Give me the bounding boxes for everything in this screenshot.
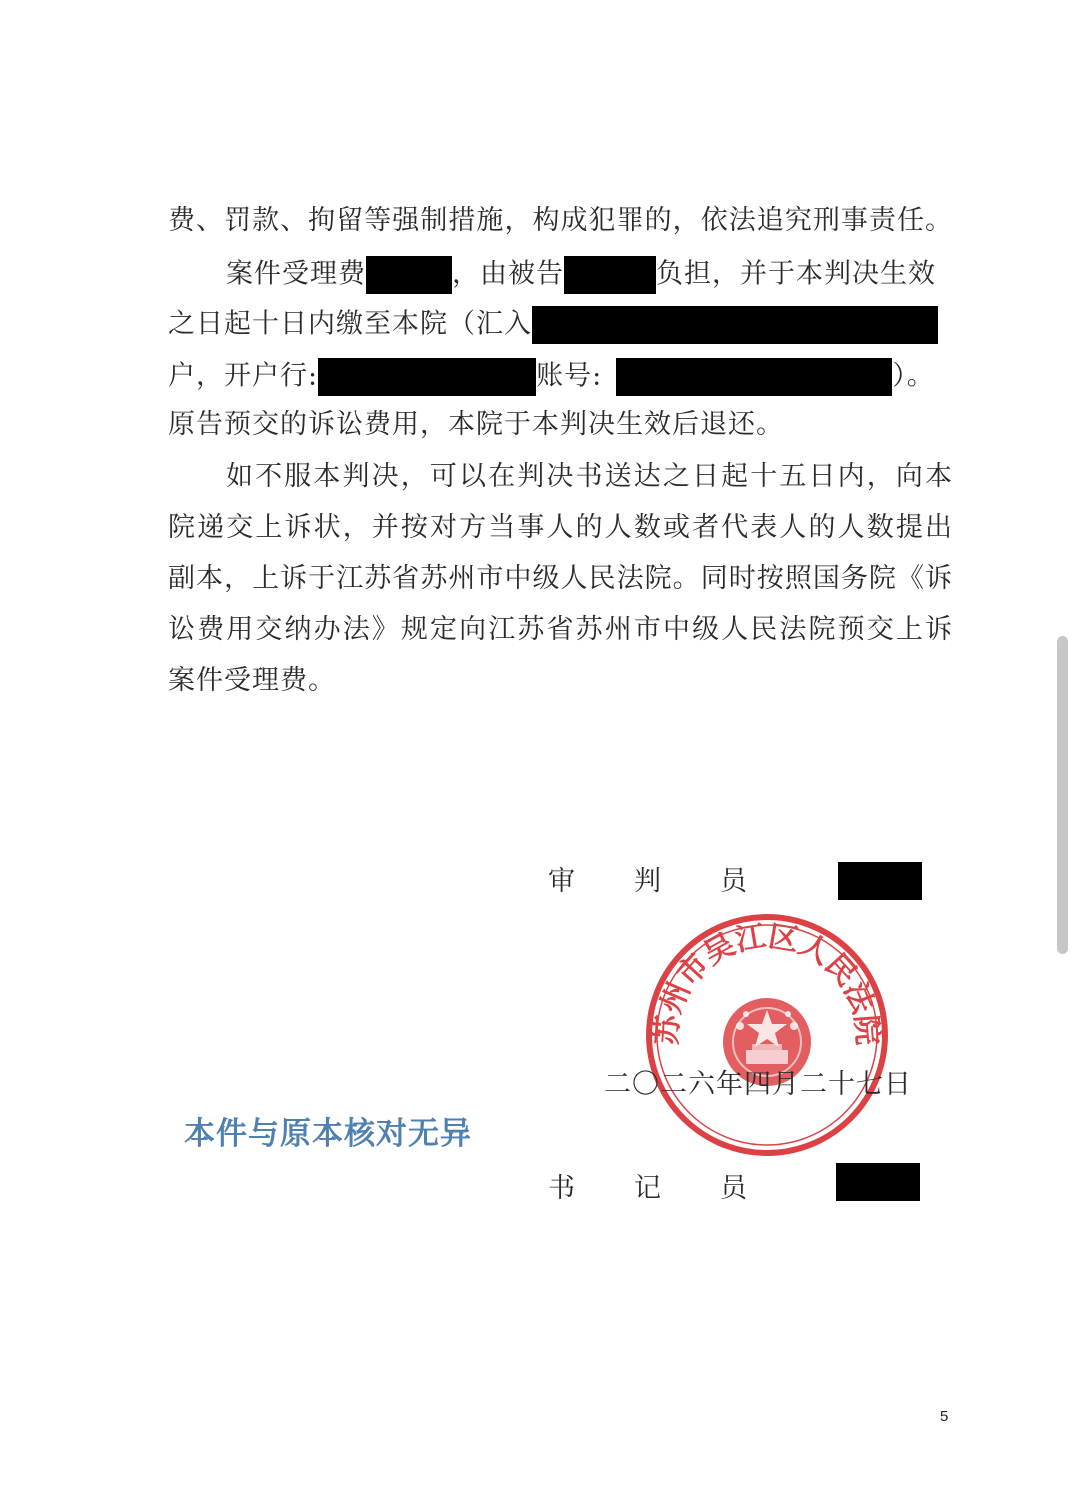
body-line-3 xyxy=(168,306,953,344)
verification-stamp: 本件与原本核对无异 xyxy=(184,1116,472,1152)
account-number-label: 账号: xyxy=(536,360,603,392)
redacted-account-holder xyxy=(532,306,938,344)
court-seal-icon xyxy=(642,910,892,1160)
judge-label-char-3: 员 xyxy=(720,866,748,897)
judge-label-char-2: 判 xyxy=(634,866,662,897)
bank-label: 户，开户行: xyxy=(168,360,319,392)
redacted-clerk-name xyxy=(836,1163,920,1201)
page-number: 5 xyxy=(940,1408,949,1425)
clerk-label-char-2: 记 xyxy=(634,1173,662,1204)
judgment-date: 二〇二六年四月二十七日 xyxy=(604,1069,912,1100)
fee-burden-text: 负担，并于本判决生效 xyxy=(656,258,936,290)
redacted-bank-name xyxy=(318,358,536,396)
body-line-4 xyxy=(168,358,953,396)
remit-text: 之日起十日内缴至本院（汇入 xyxy=(168,308,532,340)
body-line-5: 原告预交的诉讼费用，本院于本判决生效后退还。 xyxy=(168,409,784,440)
body-line-1: 费、罚款、拘留等强制措施，构成犯罪的，依法追究刑事责任。 xyxy=(168,205,953,236)
body-line-8: 副本，上诉于江苏省苏州市中级人民法院。同时按照国务院《诉 xyxy=(168,563,953,594)
redacted-fee-amount xyxy=(366,256,452,294)
body-line-2 xyxy=(226,256,953,294)
clerk-label-char-3: 员 xyxy=(720,1173,748,1204)
redacted-judge-name xyxy=(838,862,922,900)
body-line-6: 如不服本判决，可以在判决书送达之日起十五日内，向本 xyxy=(226,461,953,492)
body-line-10: 案件受理费。 xyxy=(168,665,336,696)
redacted-defendant-name xyxy=(564,256,656,294)
body-line-9: 讼费用交纳办法》规定向江苏省苏州市中级人民法院预交上诉 xyxy=(168,614,953,645)
seal-text: 苏州市吴江区人民法院 xyxy=(649,919,885,1047)
vertical-scrollbar[interactable] xyxy=(1057,636,1068,954)
closing-paren: ）。 xyxy=(892,360,935,392)
redacted-account-number xyxy=(616,358,892,396)
body-line-7: 院递交上诉状，并按对方当事人的人数或者代表人的人数提出 xyxy=(168,512,953,543)
defendant-label: ，由被告 xyxy=(452,258,564,290)
clerk-label-char-1: 书 xyxy=(548,1173,576,1204)
case-fee-label: 案件受理费 xyxy=(226,258,366,290)
judge-label-char-1: 审 xyxy=(548,866,576,897)
